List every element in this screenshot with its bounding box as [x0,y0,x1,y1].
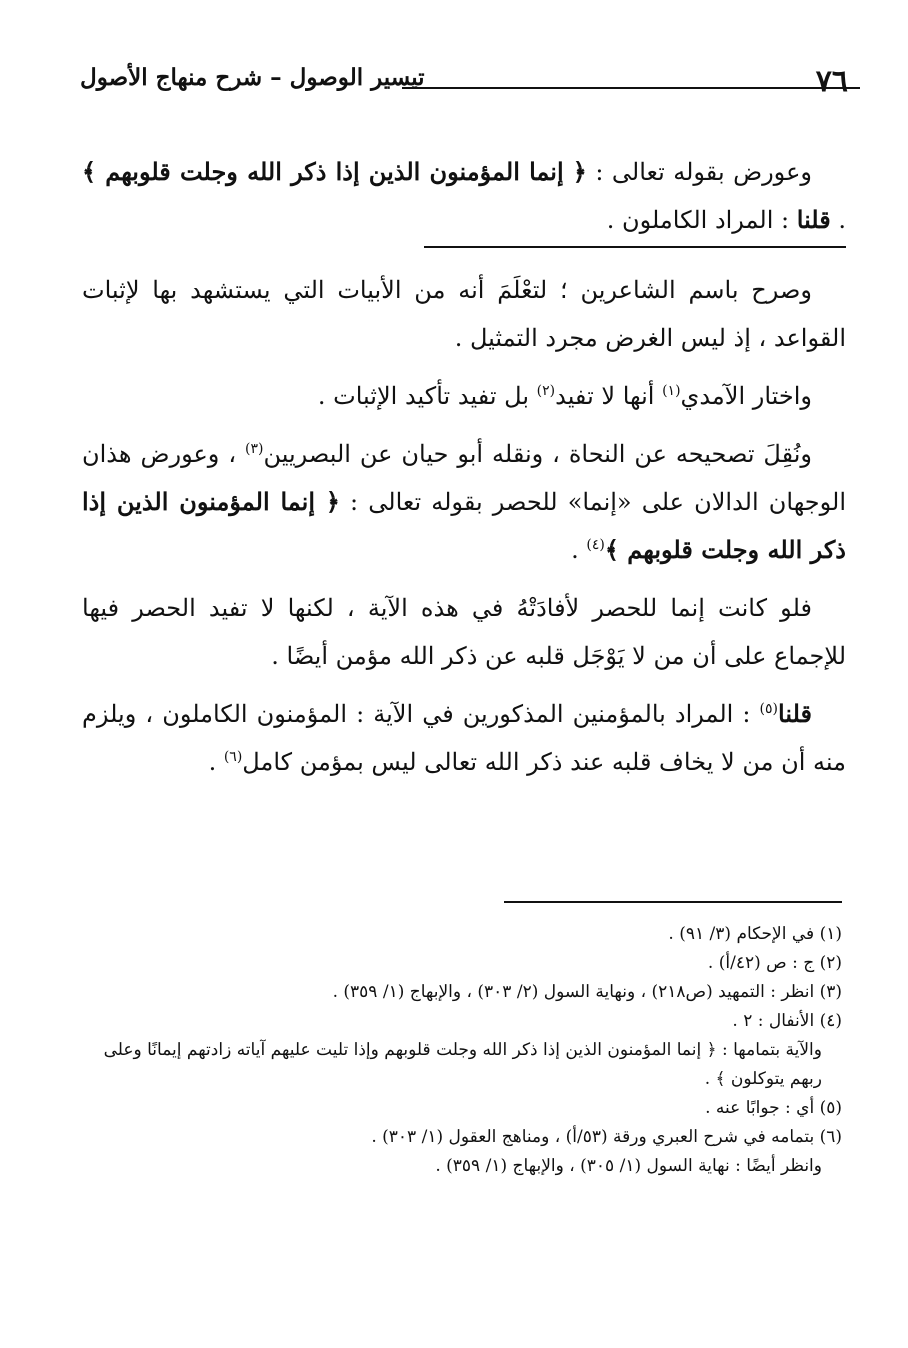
footnote: (٤) الأنفال : ٢ . [732,1011,842,1031]
footnote-rule [504,901,842,903]
footnote: (٦) بتمامه في شرح العبري ورقة (٥٣/أ) ، ومناهج العقول (١/ ٣٠٣) . [371,1127,842,1147]
footnotes [74,920,842,1181]
text: . [830,206,846,234]
text: وصرح باسم الشاعرين ؛ لتعْلَمَ أنه من الأبيات التي يستشهد بها لإثبات القواعد ، إذ ليس الغرض مجرد التمثيل . [82,276,846,352]
bold-term: قلنا [796,205,831,234]
footnote-ref: (٢) [536,383,556,399]
paragraph [82,584,846,680]
footnote-ref: (١) [662,383,681,399]
paragraph [82,148,846,244]
text: ، وعورض هذان الوجهان الدالان على «إنما» للحصر بقوله تعالى : [82,440,847,516]
text: بل تفيد تأكيد الإثبات . [317,382,537,410]
footnote: (٢) ج : ص (٤٢/أ) . [707,953,842,973]
text: : المراد بالمؤمنين المذكورين في الآية : المؤمنون الكاملون ، ويلزم منه أن من لا يخاف قلبه عند ذكر الله تعالى ليس بمؤمن كامل [82,700,846,776]
footnote-ref: (٤) [586,537,605,553]
quran-quote: ﴿ إنما المؤمنون الذين إذا ذكر الله وجلت قلوبهم ﴾ [82,487,846,564]
page-header [80,60,848,100]
text: فلو كانت إنما للحصر لأفادَتْهُ في هذه الآية ، لكنها لا تفيد الحصر فيها للإجماع على أن من لا يَوْجَل قلبه عن ذكر الله مؤمن أيضًا . [82,594,846,670]
quran-quote: ﴿ إنما المؤمنون الذين إذا ذكر الله وجلت قلوبهم ﴾ [82,157,587,186]
page-number: ٧٦ [815,64,848,99]
paragraph [82,430,846,574]
section-divider [424,246,846,248]
footnote-ref: (٥) [759,701,779,717]
text: ونُقِلَ تصحيحه عن النحاة ، ونقله أبو حيان عن البصريين [263,440,813,468]
footnote-ref: (٦) [223,749,243,765]
bold-term: قلنا [778,699,812,728]
footnote: (١) في الإحكام (٣/ ٩١) . [668,924,842,944]
running-title: تيسير الوصول – شرح منهاج الأصول [80,64,425,91]
footnote-ref: (٣) [245,441,264,457]
paragraph [82,266,846,362]
text: واختار الآمدي [680,382,812,410]
text: . [571,536,587,564]
text: : المراد الكاملون . [606,206,797,234]
paragraph [82,372,846,420]
text: أنها لا تفيد [555,382,663,410]
paragraph [82,690,846,786]
header-rule [402,87,860,89]
footnote-continuation: وانظر أيضًا : نهاية السول (١/ ٣٠٥) ، والإبهاج (١/ ٣٥٩) . [435,1156,822,1176]
footnote: (٥) أي : جوابًا عنه . [705,1098,842,1118]
footnote: (٣) انظر : التمهيد (ص٢١٨) ، ونهاية السول (٢/ ٣٠٣) ، والإبهاج (١/ ٣٥٩) . [332,982,842,1002]
main-text [82,148,846,786]
text: وعورض بقوله تعالى : [586,158,812,186]
footnote-continuation: والآية بتمامها : ﴿ إنما المؤمنون الذين إذا ذكر الله وجلت قلوبهم وإذا تليت عليهم آياته زادتهم إيمانًا وعلى ربهم يتوكلون ﴾ . [103,1040,822,1089]
text: . [208,748,224,776]
